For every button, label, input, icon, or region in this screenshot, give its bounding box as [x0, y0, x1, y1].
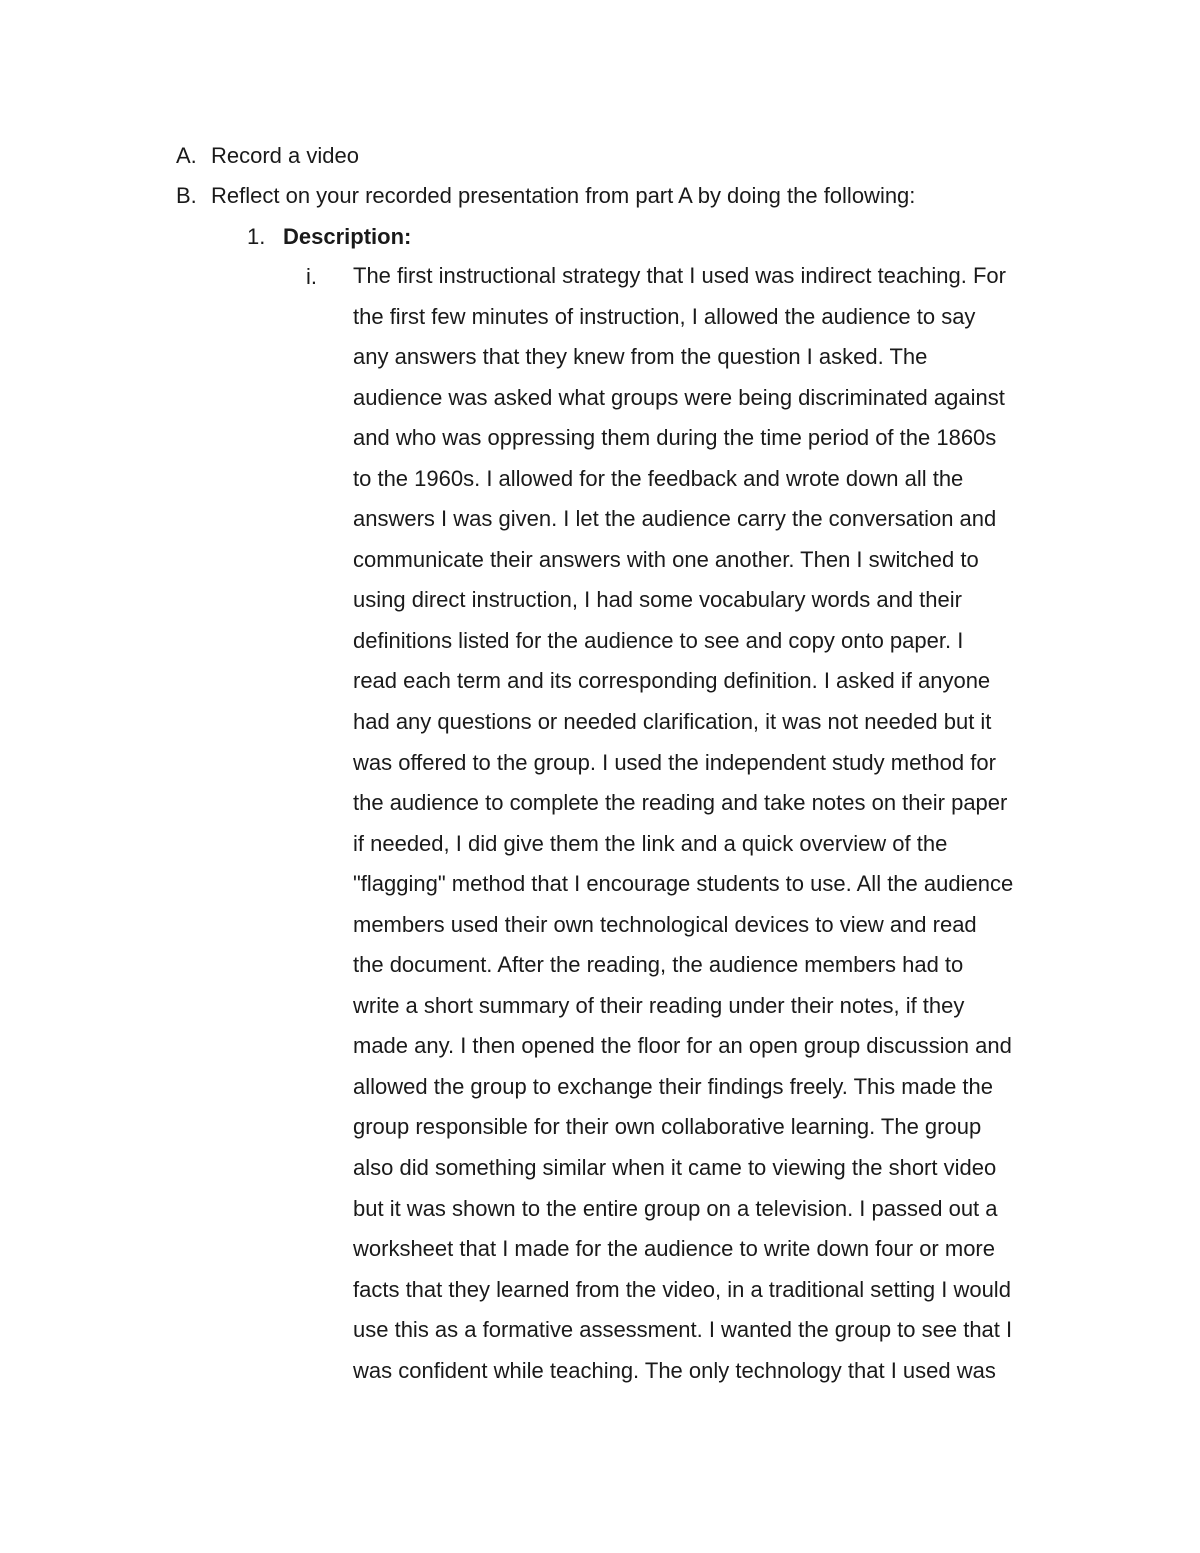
- paragraph-line: The first instructional strategy that I used was indirect teaching. For: [353, 263, 1006, 288]
- paragraph-line: group responsible for their own collaborative learning. The group: [353, 1114, 982, 1140]
- paragraph-line: audience was asked what groups were being discriminated against: [353, 384, 1005, 410]
- paragraph-line: to the 1960s. I allowed for the feedback and wrote down all the: [353, 465, 964, 491]
- paragraph-line: was offered to the group. I used the independent study method for: [353, 749, 996, 775]
- list-marker-b: B.: [176, 183, 197, 208]
- paragraph-line: also did something similar when it came to viewing the short video: [353, 1155, 997, 1181]
- paragraph-line: "flagging" method that I encourage students to use. All the audience: [353, 871, 1014, 897]
- paragraph-line: the first few minutes of instruction, I allowed the audience to say: [353, 303, 976, 329]
- paragraph-line: made any. I then opened the floor for an open group discussion and: [353, 1033, 1012, 1059]
- paragraph-line: using direct instruction, I had some vocabulary words and their: [353, 587, 962, 613]
- paragraph-line: communicate their answers with one another. Then I switched to: [353, 546, 979, 572]
- list-item-b-text: Reflect on your recorded presentation from part A by doing the following:: [211, 183, 916, 208]
- description-paragraph: [353, 263, 1073, 1398]
- paragraph-line: answers I was given. I let the audience carry the conversation and: [353, 506, 997, 532]
- list-marker-i: i.: [306, 264, 317, 289]
- paragraph-line: allowed the group to exchange their findings freely. This made the: [353, 1073, 994, 1099]
- paragraph-line: but it was shown to the entire group on a television. I passed out a: [353, 1195, 998, 1221]
- section-heading-description: Description:: [283, 224, 412, 249]
- paragraph-line: read each term and its corresponding definition. I asked if anyone: [353, 668, 991, 694]
- paragraph-line: if needed, I did give them the link and a quick overview of the: [353, 830, 948, 856]
- list-marker-a: A.: [176, 143, 197, 168]
- paragraph-line: definitions listed for the audience to see and copy onto paper. I: [353, 627, 964, 653]
- list-item-a-text: Record a video: [211, 143, 359, 168]
- paragraph-line: use this as a formative assessment. I wanted the group to see that I: [353, 1317, 1013, 1343]
- paragraph-line: the document. After the reading, the audience members had to: [353, 952, 964, 978]
- paragraph-line: members used their own technological devices to view and read: [353, 911, 977, 937]
- paragraph-line: facts that they learned from the video, in a traditional setting I would: [353, 1276, 1011, 1302]
- paragraph-line: worksheet that I made for the audience to write down four or more: [353, 1236, 995, 1262]
- paragraph-line: write a short summary of their reading under their notes, if they: [353, 992, 965, 1018]
- paragraph-line: had any questions or needed clarification, it was not needed but it: [353, 709, 992, 735]
- paragraph-line: any answers that they knew from the question I asked. The: [353, 344, 928, 370]
- paragraph-line: was confident while teaching. The only technology that I used was: [353, 1357, 996, 1383]
- paragraph-line: the audience to complete the reading and take notes on their paper: [353, 790, 1008, 816]
- paragraph-line: and who was oppressing them during the time period of the 1860s: [353, 425, 997, 451]
- list-marker-1: 1.: [247, 224, 266, 249]
